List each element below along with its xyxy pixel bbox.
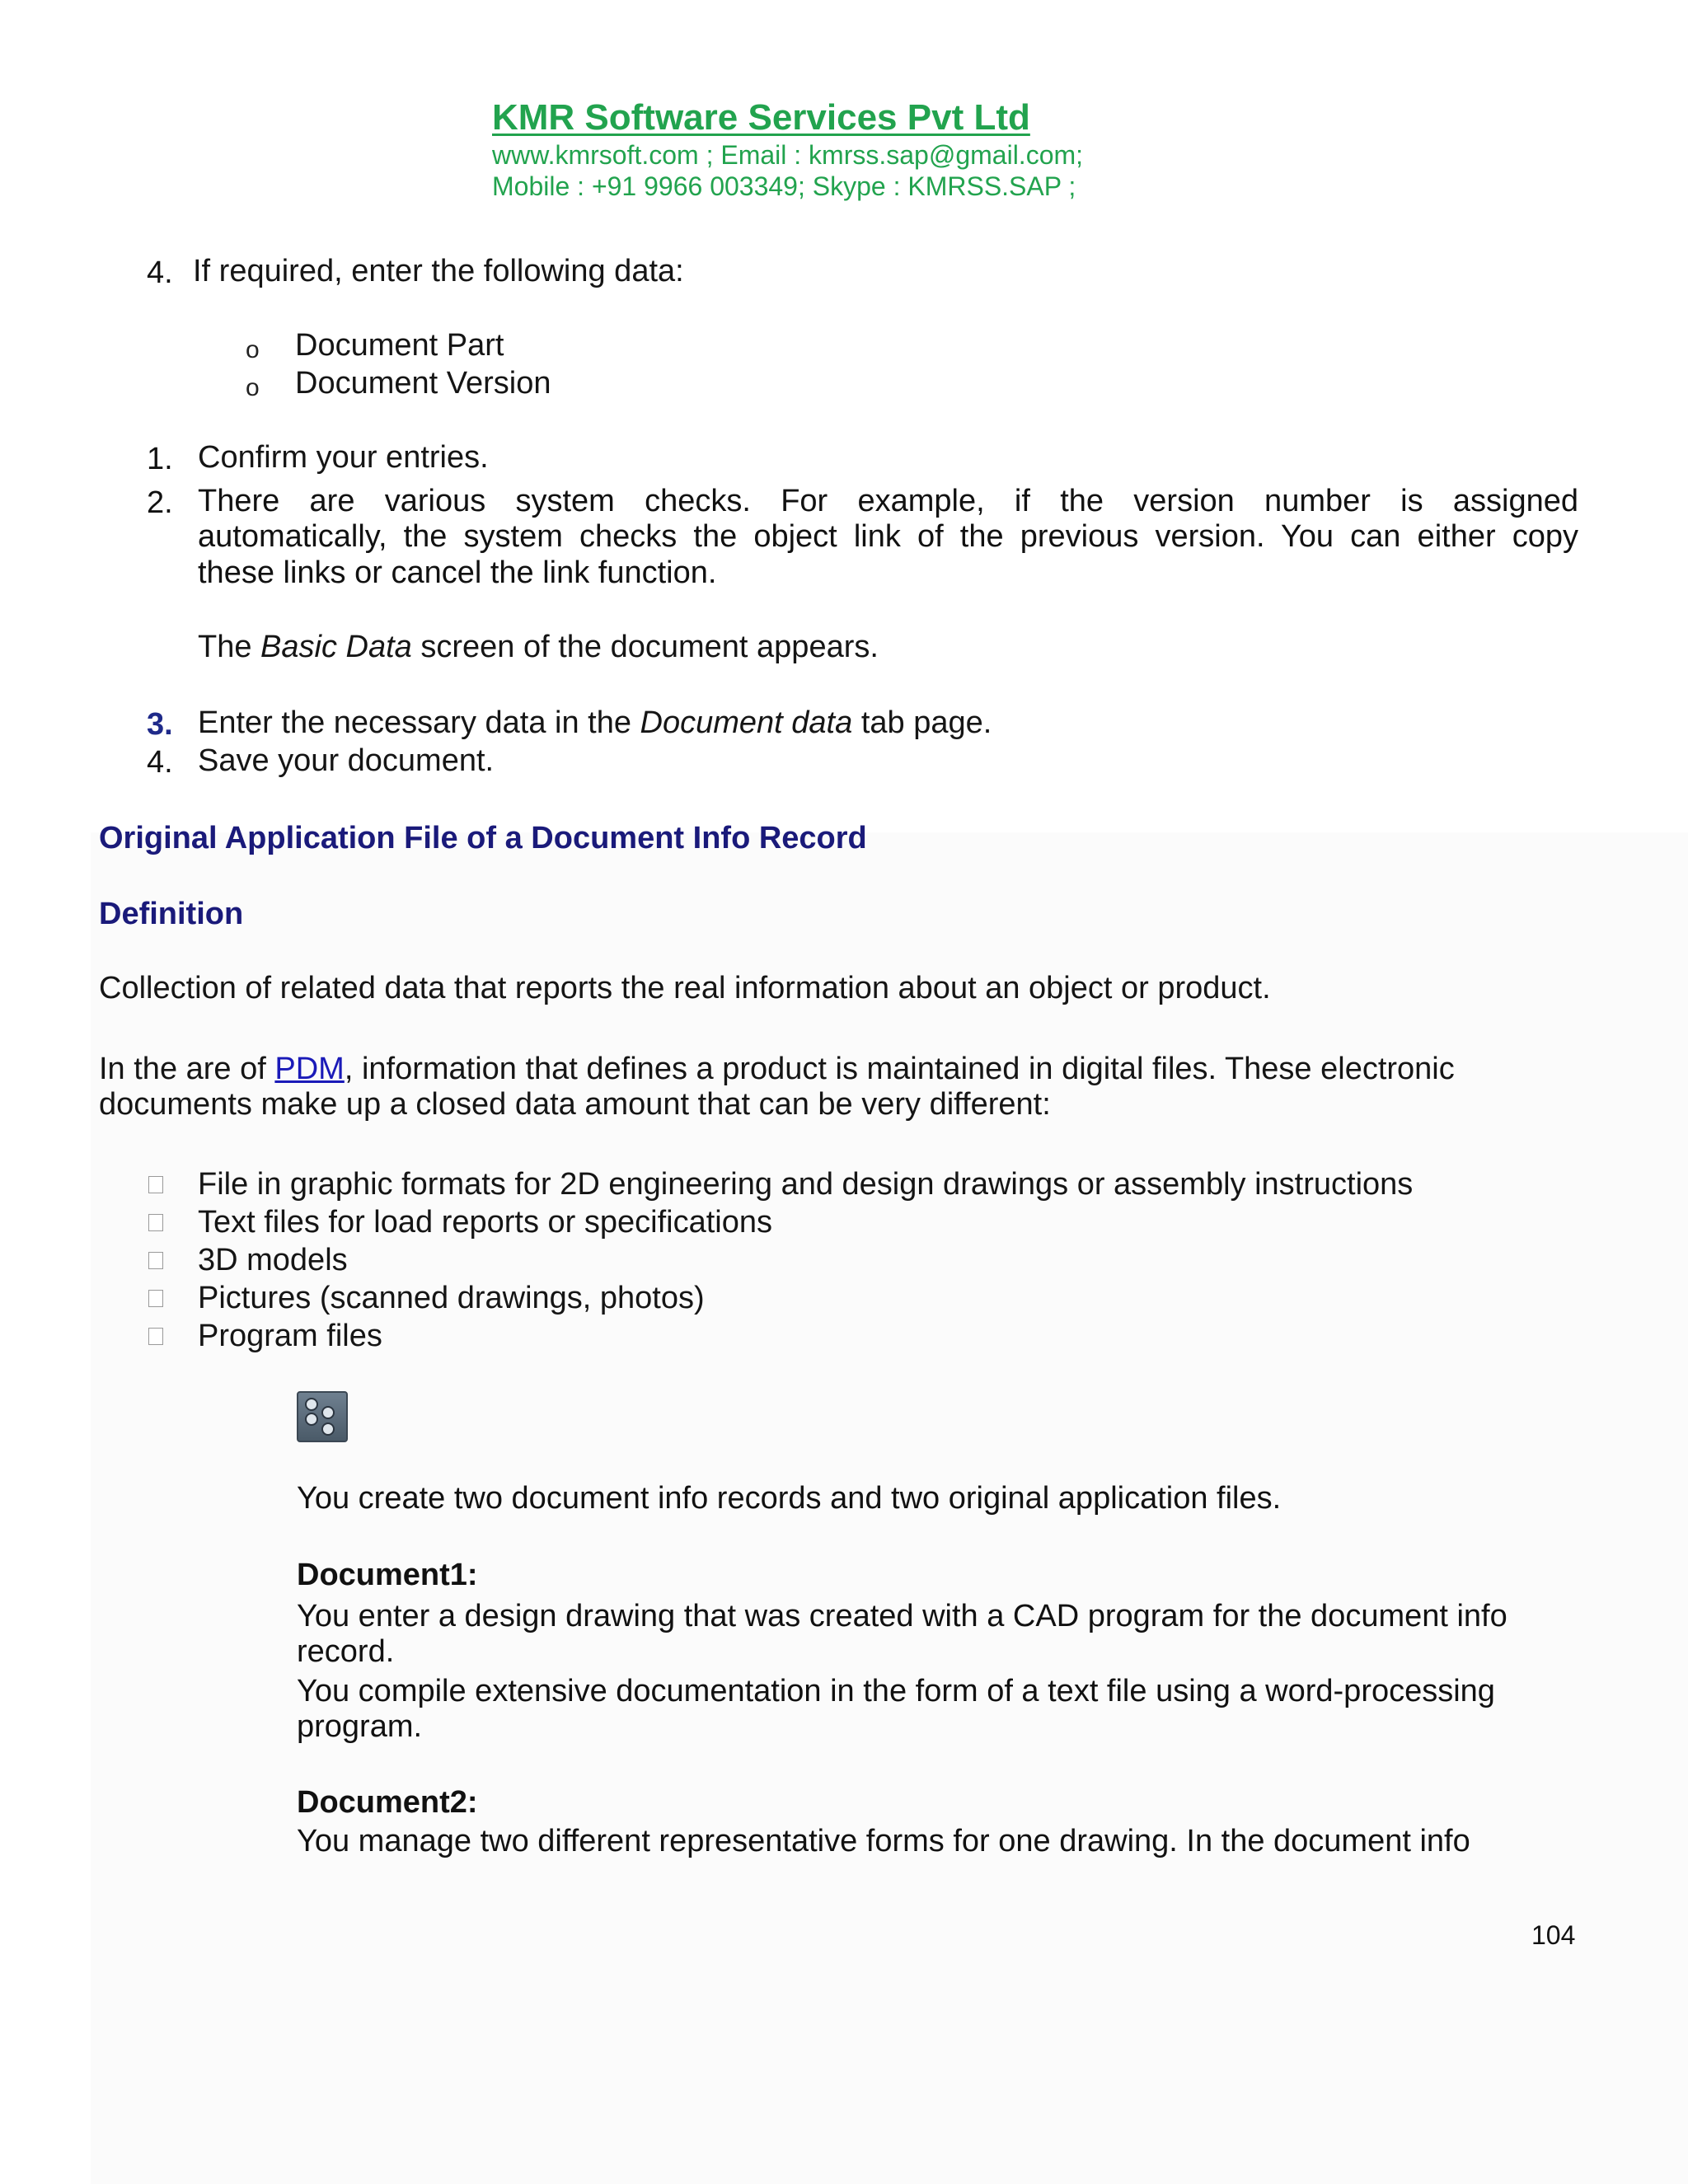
basic-data-note: The Basic Data screen of the document appears. — [198, 630, 879, 664]
document2-label: Document2: — [297, 1785, 478, 1820]
list-item: File in graphic formats for 2D engineering and design drawings or assembly instructions — [198, 1167, 1414, 1202]
sub-item: Document Part — [295, 328, 504, 363]
circle-bullet-icon: o — [246, 336, 260, 363]
square-bullet-icon — [148, 1290, 163, 1307]
step-text-line: There are various system checks. For example, if the version number is assigned — [198, 484, 1578, 518]
document1-line: record. — [297, 1634, 395, 1669]
document2-line: You manage two different representative forms for one drawing. In the document info — [297, 1824, 1470, 1858]
pdm-link[interactable]: PDM — [274, 1052, 345, 1086]
pdm-paragraph-line: documents make up a closed data amount that can be very different: — [99, 1087, 1051, 1122]
document1-line: You compile extensive documentation in the form of a text file using a word-processing — [297, 1674, 1495, 1708]
pdm-paragraph-line: In the are of PDM, information that defines a product is maintained in digital files. These electronic — [99, 1052, 1455, 1086]
company-name: KMR Software Services Pvt Ltd — [492, 97, 1030, 138]
step-text-line: these links or cancel the link function. — [198, 555, 717, 590]
list-item: 3D models — [198, 1243, 348, 1277]
step-text: Enter the necessary data in the Document data tab page. — [198, 705, 992, 740]
list-item: Text files for load reports or specifications — [198, 1205, 772, 1240]
page-number: 104 — [1531, 1920, 1576, 1950]
step-text: Save your document. — [198, 743, 495, 778]
document1-line: You enter a design drawing that was created with a CAD program for the document info — [297, 1599, 1507, 1633]
contact-line-web-email: www.kmrsoft.com ; Email : kmrss.sap@gmail.com; — [492, 140, 1084, 170]
contact-line-mobile-skype: Mobile : +91 9966 003349; Skype : KMRSS.SAP ; — [492, 171, 1076, 201]
list-item: Program files — [198, 1319, 382, 1353]
step-number: 2. — [147, 485, 173, 520]
square-bullet-icon — [148, 1214, 163, 1231]
step-text-line: automatically, the system checks the object link of the previous version. You can either copy — [198, 519, 1578, 554]
document1-line: program. — [297, 1709, 423, 1744]
example-intro: You create two document info records and two original application files. — [297, 1481, 1282, 1516]
step-text: Confirm your entries. — [198, 440, 489, 475]
step-text: If required, enter the following data: — [193, 254, 684, 288]
step-number: 3. — [147, 707, 173, 742]
circle-bullet-icon: o — [246, 374, 260, 401]
step-number: 4. — [147, 745, 173, 780]
section-heading: Original Application File of a Document Info Record — [99, 821, 867, 855]
list-item: Pictures (scanned drawings, photos) — [198, 1281, 705, 1315]
step-number: 1. — [147, 442, 173, 476]
square-bullet-icon — [148, 1328, 163, 1345]
definition-heading: Definition — [99, 897, 244, 931]
step-number: 4. — [147, 255, 173, 290]
square-bullet-icon — [148, 1252, 163, 1269]
definition-text: Collection of related data that reports the real information about an object or product. — [99, 971, 1271, 1005]
document1-label: Document1: — [297, 1558, 478, 1592]
example-icon — [297, 1391, 348, 1442]
sub-item: Document Version — [295, 366, 551, 401]
square-bullet-icon — [148, 1176, 163, 1193]
